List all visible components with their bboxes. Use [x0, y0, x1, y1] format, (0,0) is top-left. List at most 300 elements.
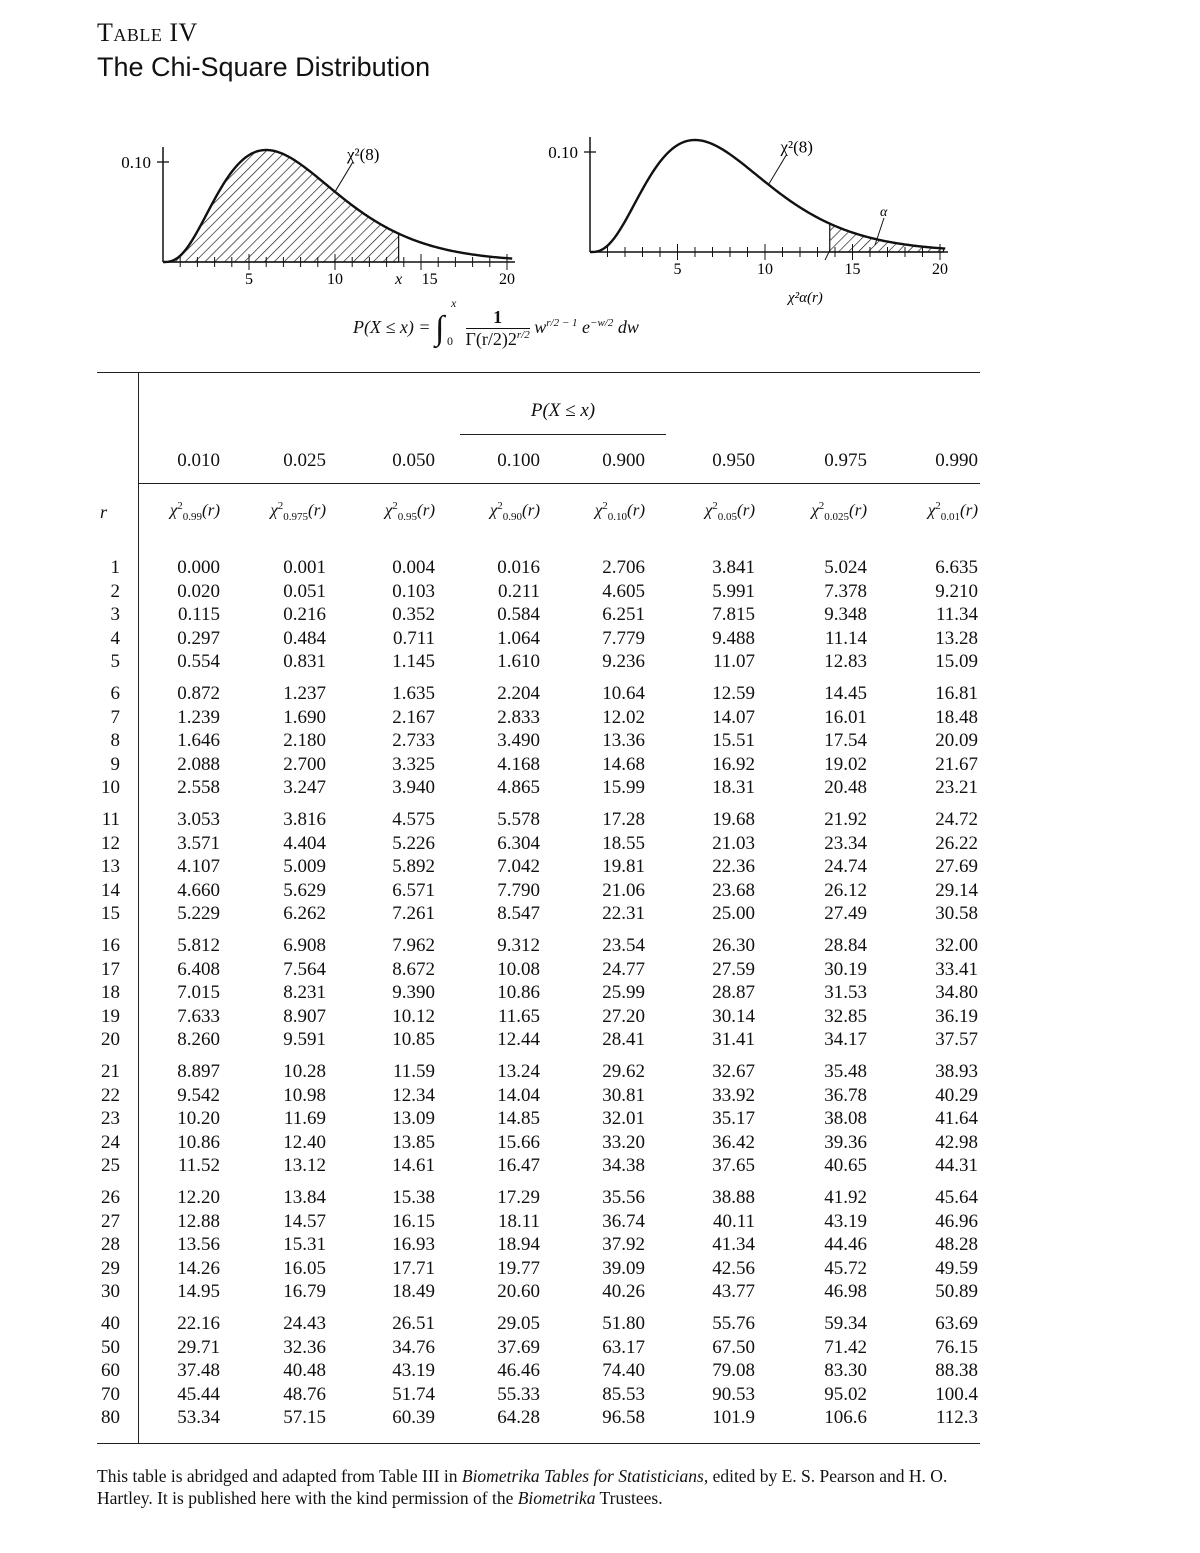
- table-cell: 2.180: [283, 730, 326, 751]
- probability-header-2: 0.050: [392, 450, 435, 471]
- table-row: [0, 683, 1200, 707]
- shaded-area: [163, 150, 399, 262]
- table-cell: 4.605: [602, 580, 645, 602]
- table-cell: 76.15: [935, 1336, 978, 1358]
- table-cell: 30.14: [712, 1005, 755, 1027]
- table-cell: 57.15: [283, 1407, 326, 1428]
- table-row: [0, 1258, 1200, 1282]
- integral-lower: 0: [447, 334, 453, 348]
- table-cell: 14.04: [497, 1084, 540, 1106]
- table-cell: 45.64: [935, 1187, 978, 1208]
- probability-header-rule: [138, 483, 980, 484]
- row-group: [0, 1313, 1200, 1431]
- table-cell: 5.812: [177, 935, 220, 956]
- table-cell: 16.15: [392, 1210, 435, 1232]
- table-cell: 32.01: [602, 1108, 645, 1129]
- table-cell: 0.103: [392, 580, 435, 602]
- table-cell: 43.19: [392, 1360, 435, 1381]
- table-row: [0, 581, 1200, 605]
- table-cell: 55.33: [497, 1383, 540, 1405]
- table-cell: 29.14: [935, 879, 978, 901]
- table-cell: 18.48: [935, 706, 978, 728]
- table-cell: 3.247: [283, 777, 326, 798]
- table-cell: 35.17: [712, 1108, 755, 1129]
- table-cell: 5.229: [177, 903, 220, 924]
- critical-value-label: χ²α(r): [788, 290, 823, 305]
- table-cell: 12.83: [824, 651, 867, 672]
- table-row: [0, 1187, 1200, 1211]
- table-cell: 11.59: [392, 1061, 435, 1082]
- table-cell: 1.635: [392, 683, 435, 704]
- table-cell: 16.05: [283, 1257, 326, 1279]
- probability-header-6: 0.975: [824, 450, 867, 471]
- table-cell: 95.02: [824, 1383, 867, 1405]
- table-row: [0, 903, 1200, 927]
- table-cell: 14.26: [177, 1257, 220, 1279]
- trustees-name: Biometrika: [517, 1488, 596, 1508]
- table-cell: 37.48: [177, 1360, 220, 1381]
- table-cell: 34.76: [392, 1336, 435, 1358]
- chi-square-figures: [0, 90, 1200, 305]
- left-density-figure: [121, 145, 515, 288]
- table-cell: 0.020: [177, 580, 220, 602]
- table-cell: 96.58: [602, 1407, 645, 1428]
- table-cell: 13.24: [497, 1061, 540, 1082]
- table-cell: 20.60: [497, 1281, 540, 1302]
- degrees-of-freedom: 5: [110, 651, 120, 672]
- table-cell: 17.28: [602, 809, 645, 830]
- probability-header-4: 0.900: [602, 450, 645, 471]
- degrees-of-freedom: 19: [101, 1005, 120, 1027]
- table-cell: 100.4: [935, 1383, 978, 1405]
- table-cell: 1.646: [177, 730, 220, 751]
- table-row: [0, 935, 1200, 959]
- table-cell: 21.06: [602, 879, 645, 901]
- table-cell: 0.711: [392, 627, 435, 649]
- table-row: [0, 856, 1200, 880]
- integrand-exponent: r/2 − 1: [546, 317, 578, 329]
- table-cell: 29.62: [602, 1061, 645, 1082]
- table-cell: 25.00: [712, 903, 755, 924]
- probability-header-3: 0.100: [497, 450, 540, 471]
- table-cell: 16.81: [935, 683, 978, 704]
- table-cell: 0.211: [497, 580, 540, 602]
- table-cell: 3.490: [497, 730, 540, 751]
- degrees-of-freedom: 26: [101, 1187, 120, 1208]
- table-cell: 19.81: [602, 856, 645, 877]
- degrees-of-freedom: 3: [110, 604, 120, 625]
- row-group: [0, 557, 1200, 675]
- table-cell: 10.08: [497, 958, 540, 980]
- table-label: Table IV: [97, 18, 198, 47]
- table-cell: 2.700: [283, 753, 326, 775]
- table-cell: 0.554: [177, 651, 220, 672]
- table-cell: 50.89: [935, 1281, 978, 1302]
- table-cell: 26.30: [712, 935, 755, 956]
- table-cell: 106.6: [824, 1407, 867, 1428]
- table-cell: 10.64: [602, 683, 645, 704]
- table-cell: 28.41: [602, 1029, 645, 1050]
- table-cell: 10.20: [177, 1108, 220, 1129]
- table-cell: 23.54: [602, 935, 645, 956]
- table-row: [0, 1407, 1200, 1431]
- table-cell: 2.088: [177, 753, 220, 775]
- table-cell: 1.237: [283, 683, 326, 704]
- table-cell: 63.69: [935, 1313, 978, 1334]
- table-cell: 85.53: [602, 1383, 645, 1405]
- table-cell: 74.40: [602, 1360, 645, 1381]
- table-cell: 51.74: [392, 1383, 435, 1405]
- degrees-of-freedom: 12: [101, 832, 120, 854]
- table-cell: 43.19: [824, 1210, 867, 1232]
- table-cell: 15.99: [602, 777, 645, 798]
- degrees-of-freedom: 16: [101, 935, 120, 956]
- x-tick-label: 10: [327, 271, 343, 288]
- fraction-numerator: 1: [466, 307, 530, 329]
- degrees-of-freedom: 13: [101, 856, 120, 877]
- degrees-of-freedom: 27: [101, 1210, 120, 1232]
- table-row: [0, 880, 1200, 904]
- table-cell: 33.20: [602, 1131, 645, 1153]
- table-cell: 14.85: [497, 1108, 540, 1129]
- table-cell: 14.95: [177, 1281, 220, 1302]
- integral-sign: ∫: [435, 310, 445, 347]
- table-cell: 2.558: [177, 777, 220, 798]
- table-cell: 51.80: [602, 1313, 645, 1334]
- table-cell: 15.31: [283, 1234, 326, 1255]
- degrees-of-freedom: 80: [101, 1407, 120, 1428]
- table-cell: 19.02: [824, 753, 867, 775]
- table-cell: 34.38: [602, 1155, 645, 1176]
- table-cell: 16.47: [497, 1155, 540, 1176]
- table-cell: 0.872: [177, 683, 220, 704]
- integrand-base: w: [534, 317, 547, 337]
- table-cell: 21.92: [824, 809, 867, 830]
- table-cell: 3.571: [177, 832, 220, 854]
- table-cell: 19.77: [497, 1257, 540, 1279]
- table-cell: 16.01: [824, 706, 867, 728]
- table-cell: 9.591: [283, 1029, 326, 1050]
- table-cell: 4.107: [177, 856, 220, 877]
- table-cell: 41.64: [935, 1108, 978, 1129]
- table-cell: 38.88: [712, 1187, 755, 1208]
- table-row: [0, 1384, 1200, 1408]
- table-cell: 7.779: [602, 627, 645, 649]
- table-cell: 0.352: [392, 604, 435, 625]
- table-cell: 26.22: [935, 832, 978, 854]
- book-title: Biometrika Tables for Statisticians: [461, 1466, 704, 1486]
- table-cell: 10.12: [392, 1005, 435, 1027]
- table-cell: 23.21: [935, 777, 978, 798]
- table-cell: 27.20: [602, 1005, 645, 1027]
- table-cell: 4.404: [283, 832, 326, 854]
- table-cell: 3.053: [177, 809, 220, 830]
- degrees-of-freedom: 15: [101, 903, 120, 924]
- degrees-of-freedom: 22: [101, 1084, 120, 1106]
- degrees-of-freedom: 21: [101, 1061, 120, 1082]
- chi-header-4: $\chi^2_{0.10}(r)$: [594, 500, 645, 524]
- table-cell: 31.41: [712, 1029, 755, 1050]
- table-row: [0, 1360, 1200, 1384]
- table-cell: 43.77: [712, 1281, 755, 1302]
- y-tick-label: 0.10: [121, 153, 151, 172]
- table-row: [0, 982, 1200, 1006]
- table-cell: 4.575: [392, 809, 435, 830]
- table-cell: 0.004: [392, 557, 435, 578]
- table-cell: 41.92: [824, 1187, 867, 1208]
- row-group: [0, 935, 1200, 1053]
- table-cell: 13.85: [392, 1131, 435, 1153]
- table-cell: 18.31: [712, 777, 755, 798]
- table-cell: 42.98: [935, 1131, 978, 1153]
- table-cell: 32.36: [283, 1336, 326, 1358]
- curve-label: χ²(8): [347, 144, 380, 164]
- degrees-of-freedom: 25: [101, 1155, 120, 1176]
- chi-header-1: $\chi^2_{0.975}(r)$: [270, 500, 326, 524]
- degrees-of-freedom: 50: [101, 1336, 120, 1358]
- degrees-of-freedom: 7: [110, 706, 120, 728]
- degrees-of-freedom: 29: [101, 1257, 120, 1279]
- degrees-of-freedom: 24: [101, 1131, 120, 1153]
- table-cell: 16.92: [712, 753, 755, 775]
- table-cell: 18.94: [497, 1234, 540, 1255]
- table-cell: 36.74: [602, 1210, 645, 1232]
- table-cell: 1.610: [497, 651, 540, 672]
- table-cell: 42.56: [712, 1257, 755, 1279]
- table-cell: 24.77: [602, 958, 645, 980]
- table-cell: 8.231: [283, 982, 326, 1003]
- table-cell: 34.17: [824, 1029, 867, 1050]
- table-cell: 0.001: [283, 557, 326, 578]
- table-cell: 15.51: [712, 730, 755, 751]
- y-tick-label: 0.10: [548, 143, 578, 162]
- probability-header-1: 0.025: [283, 450, 326, 471]
- table-cell: 33.41: [935, 958, 978, 980]
- x-tick-label: x: [395, 271, 403, 288]
- table-cell: 0.584: [497, 604, 540, 625]
- degrees-of-freedom: 6: [110, 683, 120, 704]
- table-cell: 40.26: [602, 1281, 645, 1302]
- table-cell: 38.08: [824, 1108, 867, 1129]
- table-row: [0, 1085, 1200, 1109]
- table-cell: 30.19: [824, 958, 867, 980]
- table-cell: 2.733: [392, 730, 435, 751]
- table-cell: 20.48: [824, 777, 867, 798]
- table-cell: 22.36: [712, 856, 755, 877]
- table-cell: 20.09: [935, 730, 978, 751]
- table-cell: 7.815: [712, 604, 755, 625]
- table-cell: 9.210: [935, 580, 978, 602]
- table-cell: 7.962: [392, 935, 435, 956]
- table-cell: 1.064: [497, 627, 540, 649]
- table-cell: 18.55: [602, 832, 645, 854]
- table-bottom-rule: [97, 1443, 980, 1444]
- table-cell: 64.28: [497, 1407, 540, 1428]
- table-cell: 71.42: [824, 1336, 867, 1358]
- table-cell: 22.16: [177, 1313, 220, 1334]
- table-cell: 3.940: [392, 777, 435, 798]
- table-cell: 32.85: [824, 1005, 867, 1027]
- table-cell: 41.34: [712, 1234, 755, 1255]
- probability-group-header: P(X ≤ x): [530, 400, 596, 421]
- x-tick-label: 20: [932, 261, 948, 278]
- table-cell: 18.11: [497, 1210, 540, 1232]
- degrees-of-freedom: 40: [101, 1313, 120, 1334]
- table-cell: 1.145: [392, 651, 435, 672]
- table-row: [0, 1281, 1200, 1305]
- table-cell: 14.45: [824, 683, 867, 704]
- row-group: [0, 809, 1200, 927]
- table-cell: 27.69: [935, 856, 978, 877]
- table-cell: 63.17: [602, 1336, 645, 1358]
- table-cell: 10.86: [177, 1131, 220, 1153]
- table-cell: 5.024: [824, 557, 867, 578]
- table-cell: 9.312: [497, 935, 540, 956]
- table-cell: 48.76: [283, 1383, 326, 1405]
- table-cell: 9.348: [824, 604, 867, 625]
- table-cell: 39.09: [602, 1257, 645, 1279]
- table-cell: 88.38: [935, 1360, 978, 1381]
- table-cell: 48.28: [935, 1234, 978, 1255]
- table-cell: 13.36: [602, 730, 645, 751]
- table-cell: 15.66: [497, 1131, 540, 1153]
- degrees-of-freedom: 4: [110, 627, 120, 649]
- table-cell: 2.706: [602, 557, 645, 578]
- formula-lhs: P(X ≤ x) =: [353, 317, 431, 337]
- table-cell: 3.841: [712, 557, 755, 578]
- table-cell: 40.48: [283, 1360, 326, 1381]
- group-header-rule: [460, 434, 666, 435]
- table-cell: 0.297: [177, 627, 220, 649]
- table-cell: 30.58: [935, 903, 978, 924]
- table-cell: 5.226: [392, 832, 435, 854]
- table-cell: 9.236: [602, 651, 645, 672]
- table-cell: 36.78: [824, 1084, 867, 1106]
- table-cell: 37.69: [497, 1336, 540, 1358]
- table-cell: 5.009: [283, 856, 326, 877]
- table-cell: 6.262: [283, 903, 326, 924]
- table-cell: 2.167: [392, 706, 435, 728]
- table-cell: 12.40: [283, 1131, 326, 1153]
- table-cell: 37.65: [712, 1155, 755, 1176]
- table-cell: 4.865: [497, 777, 540, 798]
- table-cell: 31.53: [824, 982, 867, 1003]
- probability-header-7: 0.990: [935, 450, 978, 471]
- chi-header-0: $\chi^2_{0.99}(r)$: [169, 500, 220, 524]
- table-cell: 13.84: [283, 1187, 326, 1208]
- chi-header-6: $\chi^2_{0.025}(r)$: [811, 500, 867, 524]
- table-cell: 44.46: [824, 1234, 867, 1255]
- exp-base: e: [582, 317, 591, 337]
- table-cell: 46.96: [935, 1210, 978, 1232]
- curve-label: χ²(8): [780, 137, 813, 157]
- table-cell: 13.56: [177, 1234, 220, 1255]
- table-cell: 2.833: [497, 706, 540, 728]
- table-cell: 18.49: [392, 1281, 435, 1302]
- table-cell: 59.34: [824, 1313, 867, 1334]
- table-cell: 16.93: [392, 1234, 435, 1255]
- table-row: [0, 1029, 1200, 1053]
- table-row: [0, 651, 1200, 675]
- table-cell: 10.28: [283, 1061, 326, 1082]
- table-cell: 8.672: [392, 958, 435, 980]
- row-group: [0, 1187, 1200, 1305]
- table-row: [0, 604, 1200, 628]
- table-row: [0, 809, 1200, 833]
- table-cell: 24.43: [283, 1313, 326, 1334]
- table-cell: 24.74: [824, 856, 867, 877]
- table-cell: 12.44: [497, 1029, 540, 1050]
- table-cell: 23.68: [712, 879, 755, 901]
- chi-header-7: $\chi^2_{0.01}(r)$: [927, 500, 978, 524]
- table-row: [0, 1234, 1200, 1258]
- table-cell: 36.19: [935, 1005, 978, 1027]
- table-cell: 49.59: [935, 1257, 978, 1279]
- table-top-rule: [97, 372, 980, 373]
- table-cell: 40.29: [935, 1084, 978, 1106]
- row-group: [0, 1061, 1200, 1179]
- table-cell: 13.09: [392, 1108, 435, 1129]
- table-cell: 21.03: [712, 832, 755, 854]
- table-cell: 44.31: [935, 1155, 978, 1176]
- table-cell: 8.897: [177, 1061, 220, 1082]
- table-cell: 29.71: [177, 1336, 220, 1358]
- table-cell: 37.57: [935, 1029, 978, 1050]
- table-cell: 3.325: [392, 753, 435, 775]
- table-cell: 39.36: [824, 1131, 867, 1153]
- table-title: The Chi-Square Distribution: [97, 52, 431, 82]
- table-cell: 16.79: [283, 1281, 326, 1302]
- table-cell: 12.34: [392, 1084, 435, 1106]
- table-cell: 14.57: [283, 1210, 326, 1232]
- table-cell: 28.84: [824, 935, 867, 956]
- table-cell: 7.564: [283, 958, 326, 980]
- table-cell: 37.92: [602, 1234, 645, 1255]
- table-cell: 17.29: [497, 1187, 540, 1208]
- degrees-of-freedom: 30: [101, 1281, 120, 1302]
- table-cell: 24.72: [935, 809, 978, 830]
- exp-exponent: −w/2: [590, 317, 614, 329]
- degrees-of-freedom: 14: [101, 879, 120, 901]
- table-row: [0, 628, 1200, 652]
- table-cell: 12.88: [177, 1210, 220, 1232]
- table-cell: 6.908: [283, 935, 326, 956]
- table-cell: 36.42: [712, 1131, 755, 1153]
- table-cell: 38.93: [935, 1061, 978, 1082]
- table-cell: 0.115: [177, 604, 220, 625]
- x-tick-label: 5: [245, 271, 253, 288]
- table-cell: 9.488: [712, 627, 755, 649]
- table-cell: 5.629: [283, 879, 326, 901]
- table-cell: 0.051: [283, 580, 326, 602]
- table-cell: 32.67: [712, 1061, 755, 1082]
- table-cell: 7.633: [177, 1005, 220, 1027]
- table-cell: 13.12: [283, 1155, 326, 1176]
- table-cell: 11.34: [935, 604, 978, 625]
- table-cell: 15.38: [392, 1187, 435, 1208]
- table-cell: 32.00: [935, 935, 978, 956]
- table-row: [0, 1061, 1200, 1085]
- table-cell: 17.54: [824, 730, 867, 751]
- table-cell: 21.67: [935, 753, 978, 775]
- degrees-of-freedom: 18: [101, 982, 120, 1003]
- table-cell: 0.484: [283, 627, 326, 649]
- r-column-header: r: [100, 502, 108, 522]
- table-row: [0, 1132, 1200, 1156]
- table-cell: 11.65: [497, 1005, 540, 1027]
- table-cell: 11.69: [283, 1108, 326, 1129]
- table-cell: 13.28: [935, 627, 978, 649]
